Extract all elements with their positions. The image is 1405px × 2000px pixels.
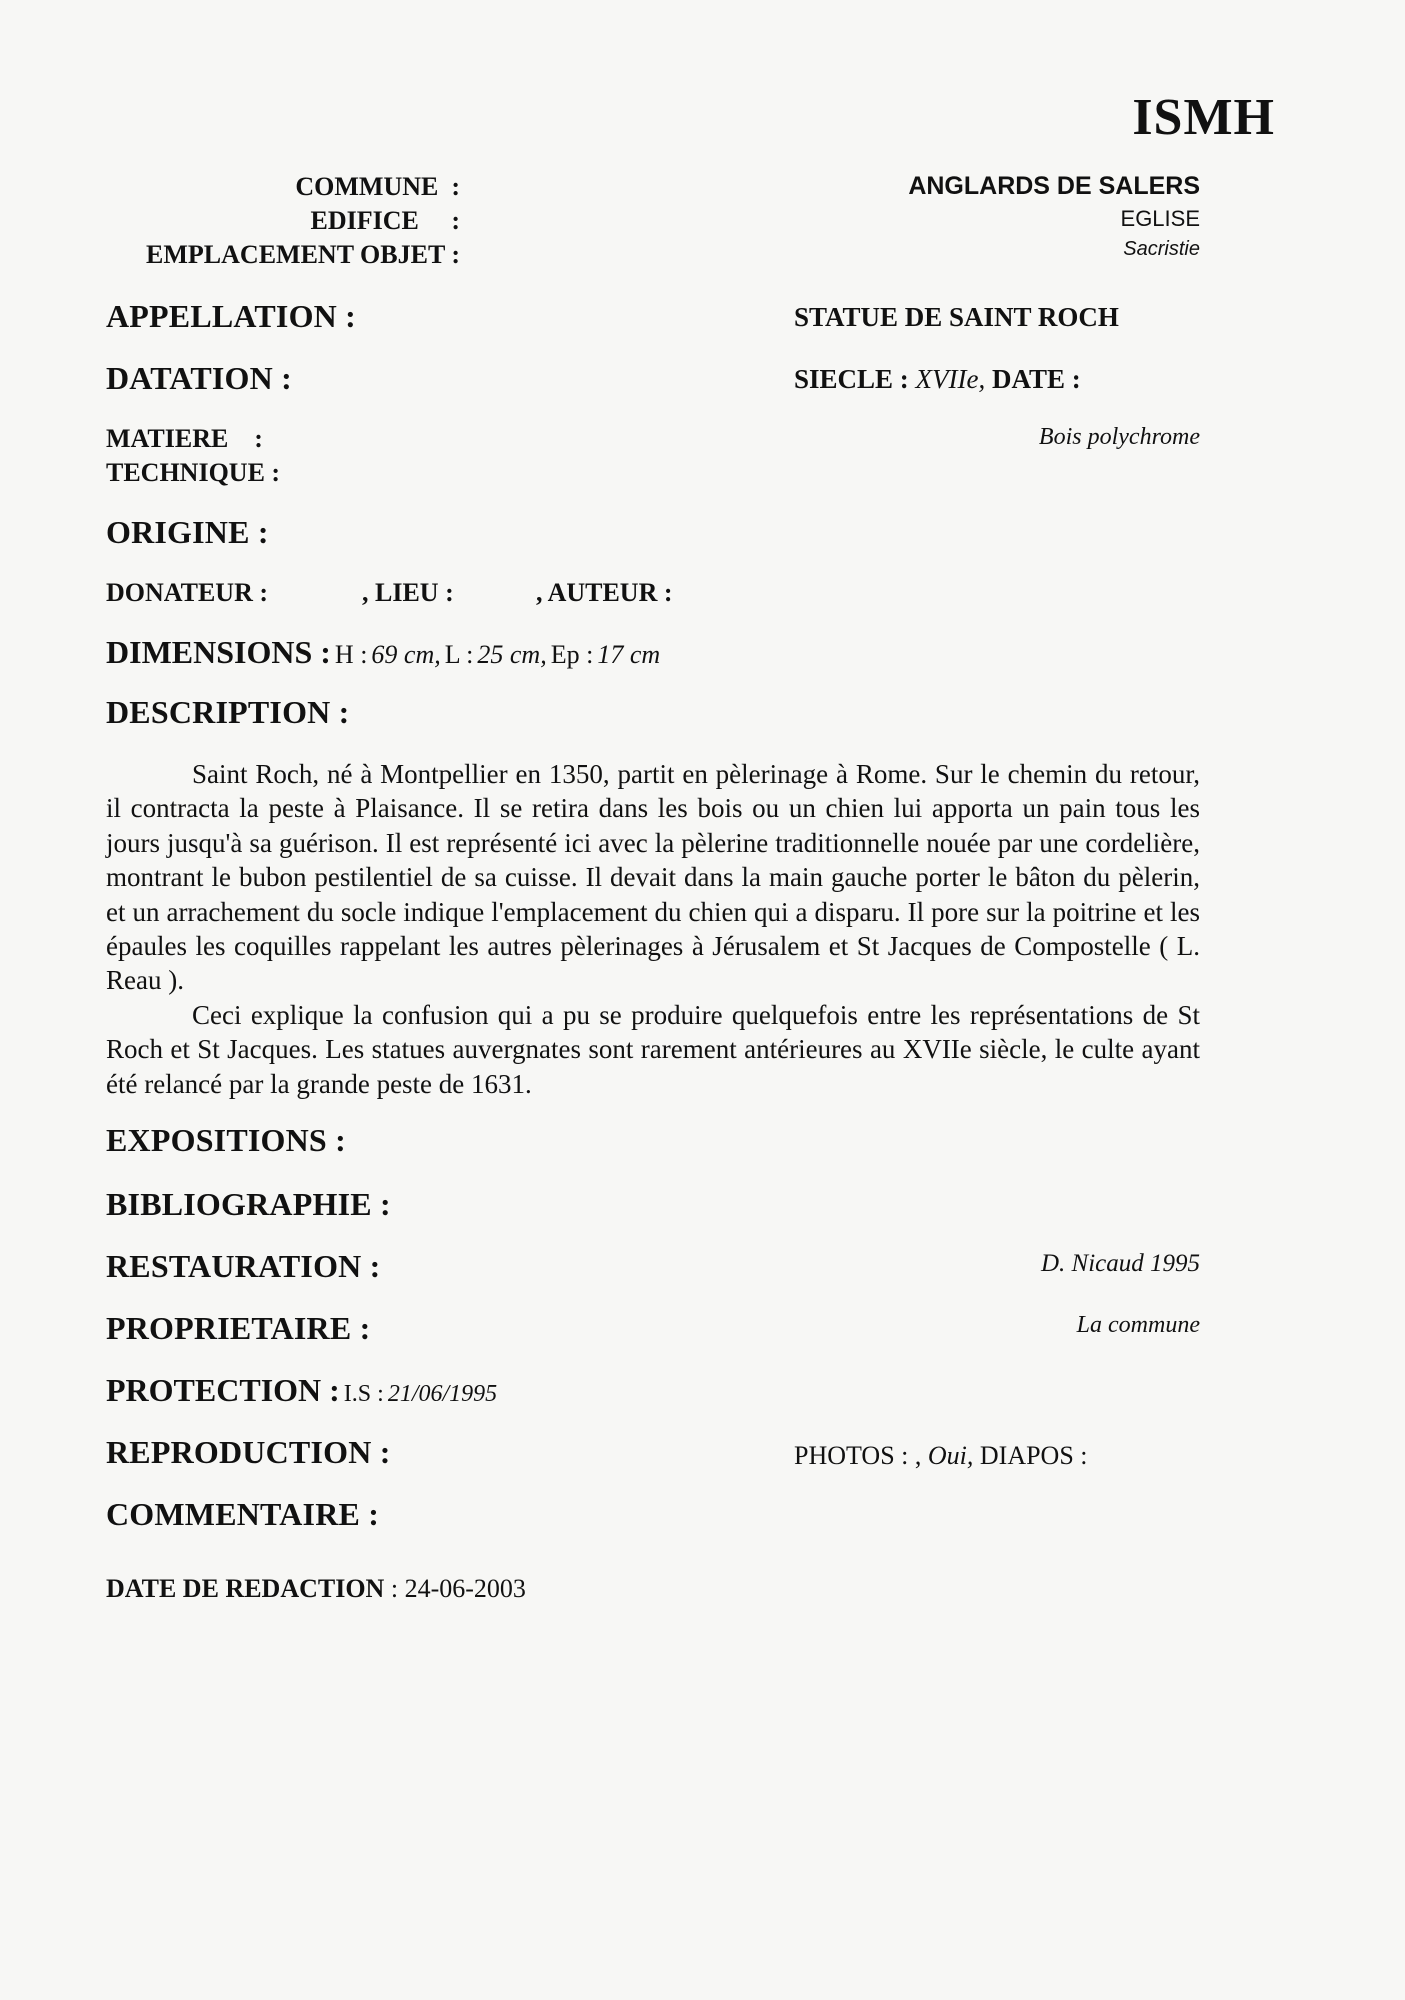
date-redaction-row [106,1574,526,1604]
diapos-label: DIAPOS : [979,1441,1088,1470]
label-commune: COMMUNE : [295,172,460,201]
description-paragraph: Ceci explique la confusion qui a pu se produire quelquefois entre les représentations de St Roch et St Jacques. Les statues auvergnates sont rarement antérieures au XVIIe siècle, le culte ayant été relancé par la grande peste de 1631. [106,999,1200,1099]
siecle-label: SIECLE : [794,364,909,394]
label-matiere: MATIERE : [106,424,263,453]
label-lieu: , LIEU : [362,578,454,607]
value-restauration: D. Nicaud 1995 [1040,1250,1200,1277]
label-protection: PROTECTION : [106,1372,340,1408]
date-label: DATE : [992,364,1081,394]
dim-ep-label: Ep : [550,640,594,669]
label-proprietaire: PROPRIETAIRE : [106,1310,371,1346]
description-paragraph: Saint Roch, né à Montpellier en 1350, partit en pèlerinage à Rome. Sur le chemin du retour, il contracta la peste à Plaisance. Il se retira dans les bois ou un chien lui apporta un pain tous les jours jusqu'à sa guérison. Il est représenté ici avec la pèlerine traditionnelle nouée par une cordelière, montrant le bubon pestilentiel de sa cuisse. Il devait dans la main gauche porter le bâton du pèlerin, et un arrachement du socle indique l'emplacement du chien qui a disparu. Il pore sur la poitrine et les épaules les coquilles rappelant les autres pèlerinages à Jérusalem et St Jacques de Compostelle ( L. Reau ). [106,759,1200,996]
label-description: DESCRIPTION : [106,694,350,730]
label-origine: ORIGINE : [106,514,269,550]
value-reproduction [794,1441,1088,1471]
label-reproduction: REPRODUCTION : [106,1434,391,1470]
label-edifice: EDIFICE : [310,206,460,235]
dimensions-row [106,634,660,671]
label-expositions: EXPOSITIONS : [106,1122,346,1158]
label-technique: TECHNIQUE : [106,458,281,487]
protection-date: 21/06/1995 [387,1381,498,1407]
value-matiere: Bois polychrome [1038,424,1200,450]
dim-h-value: 69 cm, [371,640,441,669]
label-restauration: RESTAURATION : [106,1248,381,1284]
siecle-value: XVIIe, [915,364,986,394]
label-dimensions: DIMENSIONS : [106,634,331,670]
label-donateur: DONATEUR : [106,578,269,607]
value-proprietaire: La commune [1076,1312,1200,1338]
photos-value: Oui, [927,1441,974,1470]
dim-l-label: L : [444,640,474,669]
protection-row [106,1372,497,1409]
dim-ep-value: 17 cm [597,640,661,669]
label-bibliographie: BIBLIOGRAPHIE : [106,1186,391,1222]
value-emplacement: Sacristie [1123,238,1200,260]
photos-label: PHOTOS : , [794,1441,922,1470]
protection-type: I.S : [343,1381,384,1407]
label-date-redaction: DATE DE REDACTION [106,1574,385,1603]
value-edifice: EGLISE [1120,206,1200,231]
label-datation: DATATION : [106,360,292,396]
document-code: ISMH [1132,89,1275,146]
value-appellation: STATUE DE SAINT ROCH [794,302,1119,332]
value-datation [794,364,1081,395]
label-commentaire: COMMENTAIRE : [106,1496,380,1532]
label-emplacement: EMPLACEMENT OBJET : [146,240,460,269]
value-commune: ANGLARDS DE SALERS [908,172,1200,200]
description-text [106,757,1200,1101]
label-appellation: APPELLATION : [106,298,357,334]
value-date-redaction: : 24-06-2003 [390,1574,526,1603]
dim-h-label: H : [334,640,368,669]
label-auteur: , AUTEUR : [536,578,673,607]
dim-l-value: 25 cm, [477,640,547,669]
